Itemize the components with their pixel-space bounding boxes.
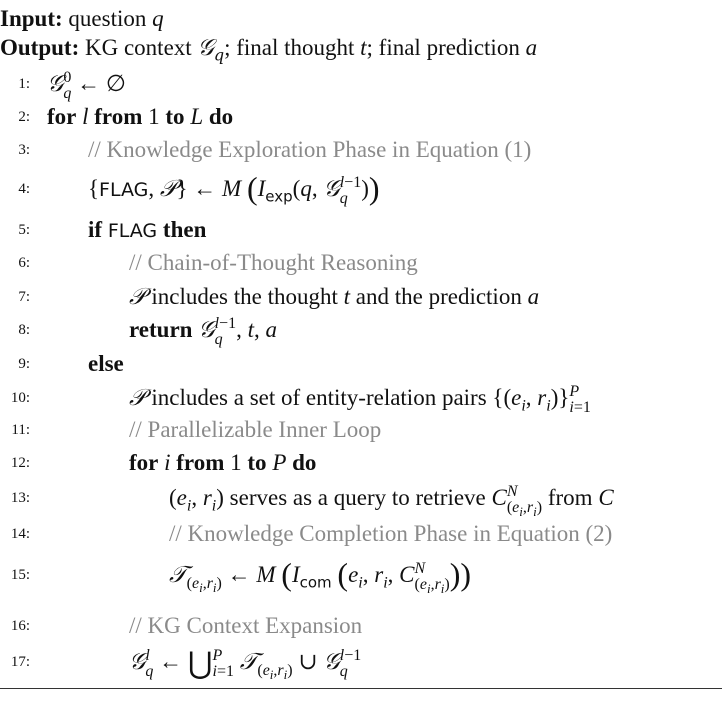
- line-comment: // Chain-of-Thought Reasoning: [129, 250, 418, 275]
- output-text-1: KG context: [85, 35, 192, 60]
- line-number: 11:: [11, 422, 30, 438]
- line-content: else: [88, 351, 124, 376]
- input-label: Input:: [0, 6, 63, 31]
- line-number: 4:: [18, 181, 30, 197]
- line-content: 𝒯$_{(e_i,r_i)}$ ← M ($I_{com}$ ($e_i$, $r_i$, C N $(e_i,r_i)$ )): [169, 556, 472, 596]
- line-number: 15:: [10, 567, 30, 583]
- line-comment: // KG Context Expansion: [129, 613, 363, 638]
- line-number: 10:: [10, 390, 30, 406]
- math-q: q: [152, 6, 164, 31]
- line-number: 8:: [18, 322, 30, 338]
- input-text: question: [68, 6, 147, 31]
- math-a: a: [525, 35, 538, 60]
- output-text-2: ; final thought: [224, 35, 355, 60]
- line-number: 1:: [18, 76, 30, 92]
- line-comment: // Knowledge Completion Phase in Equation (2): [169, 521, 613, 546]
- bottom-rule: [0, 688, 722, 689]
- line-number: 2:: [18, 109, 30, 125]
- line-content: 𝒫 includes the thought t and the prediction a: [129, 284, 540, 310]
- math-t: t: [360, 35, 367, 60]
- output-label: Output:: [0, 35, 80, 60]
- line-content: ($e_i$, $r_i$) serves as a query to retrieve C N $(e_i,r_i)$ from C: [169, 482, 614, 519]
- line-content: for l from 1 to L do: [47, 104, 234, 129]
- line-comment: // Parallelizable Inner Loop: [129, 417, 382, 442]
- line-number: 3:: [18, 142, 30, 158]
- line-number: 12:: [10, 455, 30, 471]
- line-content: for i from 1 to P do: [129, 450, 317, 475]
- line-number: 16:: [10, 618, 30, 634]
- line-number: 9:: [18, 356, 30, 372]
- line-number: 7:: [18, 289, 30, 305]
- line-number: 13:: [10, 490, 30, 506]
- line-number: 14:: [10, 526, 30, 542]
- math-Gq: 𝒢$_q$: [197, 35, 225, 65]
- line-number: 5:: [18, 222, 30, 238]
- line-content: 𝒫 includes a set of entity-relation pairs {($e_i$, $r_i$)} P i=1: [129, 382, 591, 416]
- line-content: return 𝒢 l−1 q , t, a: [129, 314, 277, 348]
- line-comment: // Knowledge Exploration Phase in Equation (1): [88, 137, 532, 162]
- line-content: 𝒢 l q ← ⋃ P i=1 𝒯$_{(e_i,r_i)}$ ∪ 𝒢 l−1 q: [129, 646, 362, 682]
- line-content: 𝒢 0 q ← ∅: [47, 68, 126, 102]
- line-number: 6:: [18, 255, 30, 271]
- output-text-3: ; final prediction: [366, 35, 520, 60]
- algorithm-output: [0, 31, 537, 65]
- line-number: 17:: [10, 654, 30, 670]
- line-content: {FLAG, 𝒫} ← M ($I_{exp}(q$, 𝒢 l−1 q )): [88, 170, 380, 207]
- line-content: if FLAG then: [88, 217, 207, 242]
